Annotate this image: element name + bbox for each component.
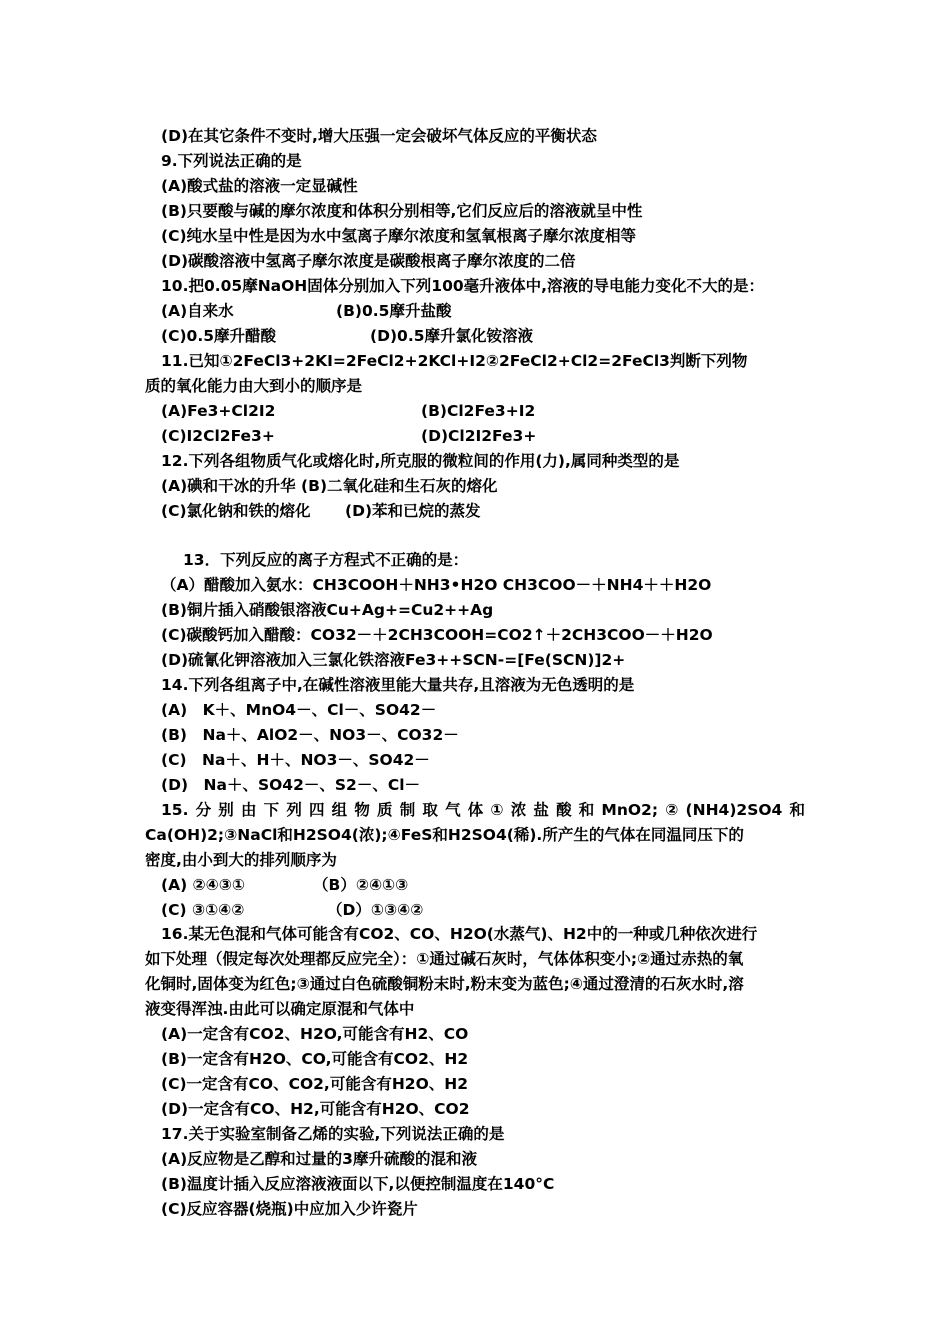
option-row <box>161 399 831 424</box>
option-c: (C) ③①④② <box>161 901 245 919</box>
question-14: 14.下列各组离子中,在碱性溶液里能大量共存,且溶液为无色透明的是 <box>161 676 635 694</box>
text-line: 如下处理（假定每次处理都反应完全）：①通过碱石灰时，气体体积变小;②通过赤热的氧 <box>145 950 744 968</box>
option-line: (B)铜片插入硝酸银溶液Cu+Ag+=Cu2++Ag <box>161 601 494 619</box>
text-line: 化铜时,固体变为红色;③通过白色硫酸铜粉末时,粉末变为蓝色;④通过澄清的石灰水时,溶 <box>145 975 744 993</box>
question-13: 13．下列反应的离子方程式不正确的是： <box>183 551 469 569</box>
option-b: （B）②④①③ <box>313 876 409 894</box>
option-b: (B)0.5摩升盐酸 <box>336 302 452 320</box>
option-a: (A)自来水 <box>161 302 234 320</box>
option-c: (C)I2Cl2Fe3+ <box>161 427 275 445</box>
option-line: (C)纯水呈中性是因为水中氢离子摩尔浓度和氢氧根离子摩尔浓度相等 <box>161 227 637 245</box>
text-line: 密度,由小到大的排列顺序为 <box>145 851 337 869</box>
option-line: (D)硫氰化钾溶液加入三氯化铁溶液Fe3++SCN-=[Fe(SCN)]2+ <box>161 651 626 669</box>
option-line: (C)碳酸钙加入醋酸：CO32－＋2CH3COOH=CO2↑＋2CH3COO－＋H2O <box>161 626 713 644</box>
option-row <box>161 873 831 898</box>
option-row <box>161 499 831 524</box>
question-16: 16.某无色混和气体可能含有CO2、CO、H2O(水蒸气)、H2中的一种或几种依次进行 <box>161 925 758 943</box>
text-line: Ca(OH)2;③NaCl和H2SO4(浓);④FeS和H2SO4(稀).所产生的气体在同温同压下的 <box>145 826 744 844</box>
option-line: (D)一定含有CO、H2,可能含有H2O、CO2 <box>161 1100 470 1118</box>
option-row <box>161 424 831 449</box>
option-row <box>161 324 831 349</box>
option-c: (C)氯化钠和铁的熔化 <box>161 502 311 520</box>
option-line: (C)一定含有CO、CO2,可能含有H2O、H2 <box>161 1075 469 1093</box>
option-d: (D)苯和已烷的蒸发 <box>345 502 481 520</box>
option-line: (C)反应容器(烧瓶)中应加入少许瓷片 <box>161 1200 418 1218</box>
option-line: (C) Na＋、H＋、NO3－、SO42－ <box>161 751 430 769</box>
text-line: 质的氧化能力由大到小的顺序是 <box>145 377 363 395</box>
question-10: 10.把0.05摩NaOH固体分别加入下列100毫升液体中,溶液的导电能力变化不大的是： <box>161 277 765 295</box>
option-line: (B) Na＋、AlO2－、NO3－、CO32－ <box>161 726 459 744</box>
question-15: 15.分别由下列四组物质制取气体①浓盐酸和MnO2;②(NH4)2SO4和 <box>161 801 805 819</box>
option-line: (A)酸式盐的溶液一定显碱性 <box>161 177 358 195</box>
question-17: 17.关于实验室制备乙烯的实验,下列说法正确的是 <box>161 1125 505 1143</box>
option-a: (A)Fe3+Cl2I2 <box>161 402 276 420</box>
option-row <box>161 898 831 923</box>
question-11: 11.已知①2FeCl3+2KI=2FeCl2+2KCl+I2②2FeCl2+Cl2=2FeCl3判断下列物 <box>161 352 748 370</box>
option-d: (D)Cl2I2Fe3+ <box>421 427 537 445</box>
option-d: （D）①③④② <box>327 901 424 919</box>
option-line: (B)温度计插入反应溶液液面以下,以便控制温度在140°C <box>161 1175 555 1193</box>
option-a: (A) ②④③① <box>161 876 246 894</box>
text-line: 液变得浑浊.由此可以确定原混和气体中 <box>145 1000 415 1018</box>
option-line: (A)反应物是乙醇和过量的3摩升硫酸的混和液 <box>161 1150 477 1168</box>
option-line: (B)一定含有H2O、CO,可能含有CO2、H2 <box>161 1050 469 1068</box>
option-line: (A)碘和干冰的升华 (B)二氧化硅和生石灰的熔化 <box>161 477 498 495</box>
question-9: 9.下列说法正确的是 <box>161 152 302 170</box>
text-line: (D)在其它条件不变时,增大压强一定会破坏气体反应的平衡状态 <box>161 127 597 145</box>
option-row <box>161 299 831 324</box>
option-b: (B)Cl2Fe3+I2 <box>421 402 536 420</box>
option-line: (A) K＋、MnO4－、Cl－、SO42－ <box>161 701 437 719</box>
question-12: 12.下列各组物质气化或熔化时,所克服的微粒间的作用(力),属同种类型的是 <box>161 452 680 470</box>
option-line: (A)一定含有CO2、H2O,可能含有H2、CO <box>161 1025 469 1043</box>
option-d: (D)0.5摩升氯化铵溶液 <box>370 327 533 345</box>
option-line: (D)碳酸溶液中氢离子摩尔浓度是碳酸根离子摩尔浓度的二倍 <box>161 252 576 270</box>
option-line: (D) Na＋、SO42－、S2－、Cl－ <box>161 776 421 794</box>
option-c: (C)0.5摩升醋酸 <box>161 327 277 345</box>
option-line: （A）醋酸加入氨水：CH3COOH＋NH3•H2O CH3COO－＋NH4＋＋H2O <box>161 576 712 594</box>
option-line: (B)只要酸与碱的摩尔浓度和体积分别相等,它们反应后的溶液就呈中性 <box>161 202 643 220</box>
